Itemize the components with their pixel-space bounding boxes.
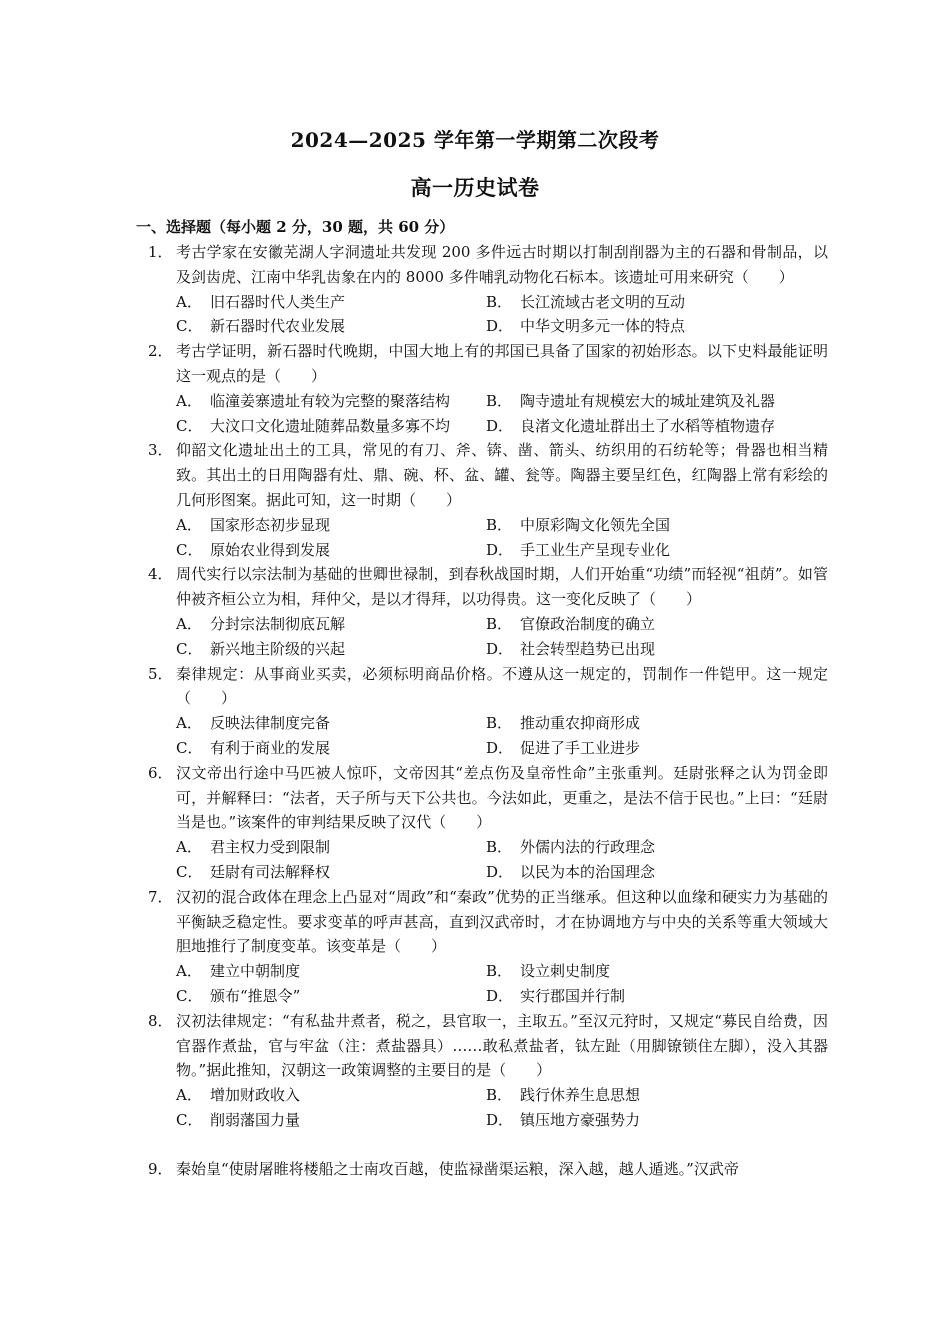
- question-text: 秦始皇“使尉屠睢将楼船之士南攻百越，使监禄凿渠运粮，深入越，越人遁逃。”汉武帝: [176, 1159, 739, 1178]
- option-text: 促进了手工业进步: [520, 738, 641, 757]
- option-text: 临潼姜寨遗址有较为完整的聚落结构: [210, 391, 451, 410]
- option-list: [176, 1083, 828, 1133]
- answer-option: [486, 1108, 856, 1133]
- question-stem: [148, 1157, 828, 1182]
- option-list: [176, 835, 828, 885]
- option-label: C．: [176, 639, 203, 658]
- answer-option: [176, 513, 486, 538]
- option-text: 反映法律制度完备: [210, 714, 331, 733]
- question-number: 1．: [148, 243, 173, 261]
- question-text: 周代实行以宗法制为基础的世卿世禄制，到春秋战国时期，人们开始重“功绩”而轻视“祖荫”。如管仲被齐桓公立为相，拜仲父，是以才得拜，以功得贵。这一变化反映了（ ）: [176, 565, 828, 609]
- option-text: 良渚文化遗址群出土了水稻等植物遗存: [520, 416, 776, 435]
- answer-option: [486, 835, 856, 860]
- option-text: 官僚政治制度的确立: [520, 614, 656, 633]
- question-stem: [148, 339, 828, 389]
- option-text: 廷尉有司法解释权: [210, 862, 331, 881]
- option-label: D．: [486, 317, 514, 336]
- option-label: A．: [176, 515, 202, 534]
- question-number: 5．: [148, 664, 173, 683]
- option-text: 以民为本的治国理念: [520, 862, 656, 881]
- question-stem: [148, 240, 828, 290]
- question-item: [148, 562, 828, 661]
- option-text: 实行郡国并行制: [520, 986, 626, 1005]
- option-label: C．: [176, 416, 203, 435]
- section-heading: 一、选择题（每小题 2 分，30 题，共 60 分）: [136, 218, 455, 236]
- question-text: 考古学家在安徽芜湖人字洞遗址共发现 200 多件远古时期以打制刮削器为主的石器和骨制品，以及剑齿虎、江南中华乳齿象在内的 8000 多件哺乳动物化石标本。该遗址可用来研究（ ）: [176, 243, 828, 286]
- option-text: 新石器时代农业发展: [210, 317, 346, 336]
- answer-option: [486, 1083, 856, 1108]
- answer-option: [176, 959, 486, 984]
- option-text: 君主权力受到限制: [210, 838, 331, 857]
- option-text: 推动重农抑商形成: [520, 714, 641, 733]
- question-number: 7．: [148, 887, 173, 906]
- question-text: 汉初法律规定：“有私盐井煮者，税之，县官取一，主取五。”至汉元狩时，又规定“募民自给费，因官器作煮盐，官与牢盆（注：煮盐器具）……敢私煮盐者，钛左趾（用脚镣锁住左脚），没入其器物。”据此推知，汉朝这一政策调整的主要目的是（ ）: [176, 1011, 828, 1080]
- question-item: [148, 240, 828, 339]
- answer-option: [486, 736, 856, 761]
- option-label: C．: [176, 862, 203, 881]
- question-text: 仰韶文化遗址出土的工具，常见的有刀、斧、锛、凿、箭头、纺织用的石纺轮等；骨器也相当精致。其出土的日用陶器有灶、鼎、碗、杯、盆、罐、瓮等。陶器主要呈红色，红陶器上常有彩绘的几何形图案。据此可知，这一时期（ ）: [176, 441, 828, 509]
- answer-option: [486, 984, 856, 1009]
- answer-option: [486, 414, 856, 439]
- question-text: 考古学证明，新石器时代晚期，中国大地上有的邦国已具备了国家的初始形态。以下史料最能证明这一观点的是（ ）: [176, 342, 828, 385]
- answer-option: [176, 538, 486, 563]
- answer-option: [176, 389, 486, 414]
- answer-option: [486, 860, 856, 885]
- option-list: [176, 389, 828, 439]
- option-label: C．: [176, 1110, 203, 1129]
- option-label: A．: [176, 1086, 202, 1105]
- option-text: 长江流域古老文明的互动: [520, 292, 686, 311]
- question-item: [148, 438, 828, 562]
- option-label: A．: [176, 292, 202, 311]
- option-label: D．: [486, 862, 514, 881]
- option-label: B．: [486, 292, 513, 311]
- option-text: 新兴地主阶级的兴起: [210, 639, 346, 658]
- answer-option: [486, 637, 856, 662]
- option-label: B．: [486, 838, 513, 857]
- option-text: 增加财政收入: [210, 1086, 301, 1105]
- answer-option: [176, 637, 486, 662]
- option-list: [176, 513, 828, 563]
- option-label: C．: [176, 738, 203, 757]
- question-item: [148, 1157, 828, 1182]
- option-text: 陶寺遗址有规模宏大的城址建筑及礼器: [520, 391, 776, 410]
- question-stem: [148, 438, 828, 512]
- option-label: A．: [176, 614, 202, 633]
- option-text: 践行休养生息思想: [520, 1086, 641, 1105]
- option-label: C．: [176, 540, 203, 559]
- option-list: [176, 711, 828, 761]
- option-text: 设立刺史制度: [520, 962, 611, 981]
- option-label: A．: [176, 714, 202, 733]
- question-item: [148, 761, 828, 885]
- option-list: [176, 959, 828, 1009]
- question-number: 2．: [148, 342, 173, 361]
- question-list: [148, 240, 828, 1181]
- option-text: 国家形态初步显现: [210, 515, 331, 534]
- option-text: 削弱藩国力量: [210, 1110, 301, 1129]
- answer-option: [486, 612, 856, 637]
- option-text: 社会转型趋势已出现: [520, 639, 656, 658]
- option-label: A．: [176, 962, 202, 981]
- option-text: 有利于商业的发展: [210, 738, 331, 757]
- answer-option: [176, 1083, 486, 1108]
- question-stem: [148, 662, 828, 712]
- option-label: C．: [176, 317, 203, 336]
- option-list: [176, 612, 828, 662]
- answer-option: [176, 984, 486, 1009]
- answer-option: [176, 835, 486, 860]
- option-text: 手工业生产呈现专业化: [520, 540, 671, 559]
- option-text: 大汶口文化遗址随葬品数量多寡不均: [210, 416, 451, 435]
- answer-option: [176, 414, 486, 439]
- option-text: 分封宗法制彻底瓦解: [210, 614, 346, 633]
- option-label: B．: [486, 714, 513, 733]
- option-label: D．: [486, 416, 514, 435]
- answer-option: [176, 711, 486, 736]
- option-label: B．: [486, 515, 513, 534]
- answer-option: [486, 314, 856, 339]
- option-label: A．: [176, 391, 202, 410]
- answer-option: [176, 290, 486, 315]
- question-number: 3．: [148, 441, 173, 460]
- question-text: 汉初的混合政体在理念上凸显对“周政”和“秦政”优势的正当继承。但这种以血缘和硬实力为基础的平衡缺乏稳定性。要求变革的呼声甚高，直到汉武帝时，才在协调地方与中央的关系等重大领域大胆地推行了制度变革。该变革是（ ）: [176, 887, 828, 956]
- question-item: [148, 885, 828, 1009]
- option-label: B．: [486, 1086, 513, 1105]
- option-label: B．: [486, 962, 513, 981]
- exam-title: 2024—2025 学年第一学期第二次段考: [290, 128, 660, 152]
- answer-option: [486, 711, 856, 736]
- option-label: D．: [486, 986, 514, 1005]
- answer-option: [486, 959, 856, 984]
- question-stem: [148, 562, 828, 612]
- option-text: 颁布“推恩令”: [210, 986, 301, 1005]
- option-label: C．: [176, 986, 203, 1005]
- option-text: 外儒内法的行政理念: [520, 838, 656, 857]
- option-text: 镇压地方豪强势力: [520, 1110, 641, 1129]
- answer-option: [486, 538, 856, 563]
- question-number: 8．: [148, 1011, 173, 1030]
- question-number: 4．: [148, 565, 173, 584]
- answer-option: [176, 314, 486, 339]
- answer-option: [176, 612, 486, 637]
- option-label: D．: [486, 1110, 514, 1129]
- question-number: 9．: [148, 1159, 173, 1178]
- option-label: B．: [486, 614, 513, 633]
- answer-option: [486, 290, 856, 315]
- question-text: 汉文帝出行途中马匹被人惊吓，文帝因其“差点伤及皇帝性命”主张重判。廷尉张释之认为罚金即可，并解释曰：“法者，天子所与天下公共也。今法如此，更重之，是法不信于民也。”上曰：“廷尉当是也。”该案件的审判结果反映了汉代（ ）: [176, 763, 828, 832]
- question-item: [148, 662, 828, 761]
- question-stem: [148, 761, 828, 835]
- answer-option: [486, 513, 856, 538]
- answer-option: [176, 1108, 486, 1133]
- option-label: B．: [486, 391, 513, 410]
- option-text: 中华文明多元一体的特点: [520, 317, 686, 336]
- question-stem: [148, 885, 828, 959]
- question-number: 6．: [148, 763, 173, 782]
- question-item: [148, 1009, 828, 1133]
- answer-option: [176, 736, 486, 761]
- answer-option: [176, 860, 486, 885]
- option-text: 建立中朝制度: [210, 962, 301, 981]
- exam-subtitle: 高一历史试卷: [410, 175, 540, 200]
- option-text: 中原彩陶文化领先全国: [520, 515, 671, 534]
- question-stem: [148, 1009, 828, 1083]
- option-text: 原始农业得到发展: [210, 540, 331, 559]
- option-label: D．: [486, 738, 514, 757]
- option-label: D．: [486, 540, 514, 559]
- question-item: [148, 339, 828, 438]
- answer-option: [486, 389, 856, 414]
- option-label: D．: [486, 639, 514, 658]
- option-label: A．: [176, 838, 202, 857]
- option-text: 旧石器时代人类生产: [210, 292, 346, 311]
- question-text: 秦律规定：从事商业买卖，必须标明商品价格。不遵从这一规定的，罚制作一件铠甲。这一规定（ ）: [176, 664, 828, 708]
- option-list: [176, 290, 828, 340]
